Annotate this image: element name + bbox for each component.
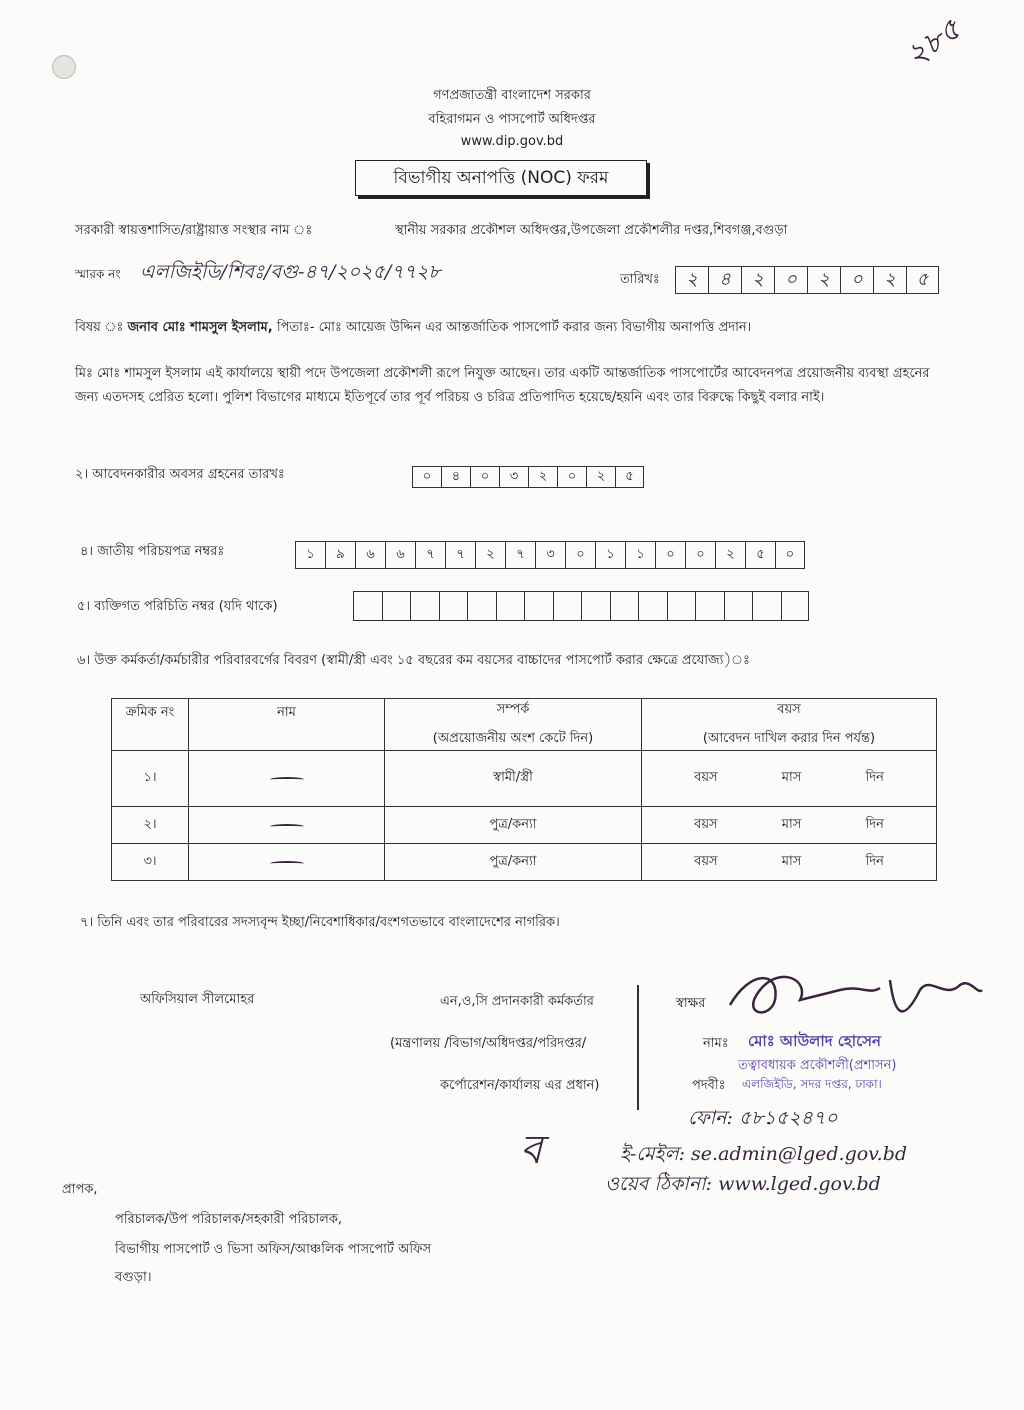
row-age xyxy=(642,844,937,881)
date-digit-box: ২ xyxy=(741,266,774,294)
retirement-date-boxes xyxy=(412,466,644,488)
retirement-digit-box: ০ xyxy=(412,466,441,488)
designation-label: পদবীঃ xyxy=(692,1078,726,1093)
date-digit-box: ২ xyxy=(675,266,708,294)
nid-boxes xyxy=(295,541,805,569)
subject xyxy=(75,318,751,339)
date-digit-box: ০ xyxy=(774,266,807,294)
signature xyxy=(720,960,990,1030)
date-digit-box: ৪ xyxy=(708,266,741,294)
header-line2: বহিরাগমন ও পাসপোর্ট অধিদপ্তর xyxy=(428,112,596,127)
memo-value: এলজিইডি/শিবঃ/বগু-৪৭/২০২৫/৭৭২৮ xyxy=(140,261,441,283)
recipient-line2: বিভাগীয় পাসপোর্ট ও ভিসা অফিস/আঞ্চলিক পাসপোর্ট অফিস xyxy=(115,1242,432,1257)
item4-label: ৪। জাতীয় পরিচয়পত্র নম্বরঃ xyxy=(80,544,225,559)
retirement-digit-box: ৩ xyxy=(499,466,528,488)
sign-label: স্বাক্ষর xyxy=(676,996,706,1011)
nid-digit-box: ৯ xyxy=(325,541,355,569)
personal-id-box xyxy=(610,591,639,621)
recipient-label: প্রাপক, xyxy=(62,1182,98,1197)
personal-id-box xyxy=(638,591,667,621)
punch-hole xyxy=(52,55,76,79)
row-serial: ১। xyxy=(112,751,189,807)
table-row xyxy=(112,751,937,807)
nid-digit-box: ০ xyxy=(685,541,715,569)
header-age-sub: (আবেদন দাখিল করার দিন পর্যন্ত) xyxy=(702,730,876,746)
web: ওয়েব ঠিকানা: www.lged.gov.bd xyxy=(605,1173,881,1195)
personal-id-box xyxy=(353,591,382,621)
personal-id-box xyxy=(667,591,696,621)
blank-dash xyxy=(270,824,304,829)
family-table xyxy=(111,698,937,881)
designation-2: এলজিইডি, সদর দপ্তর, ঢাকা। xyxy=(742,1077,882,1091)
date-digit-box: ২ xyxy=(873,266,906,294)
name-value: মোঃ আউলাদ হোসেন xyxy=(748,1032,881,1050)
email: ই-মেইল: se.admin@lged.gov.bd xyxy=(620,1143,908,1165)
header-relation-title: সম্পর্ক xyxy=(496,701,530,717)
row-name xyxy=(189,807,385,844)
row-name xyxy=(189,844,385,881)
personal-id-box xyxy=(553,591,582,621)
subject-label: বিষয় ঃ xyxy=(75,320,124,335)
recipient-line1: পরিচালক/উপ পরিচালক/সহকারী পরিচালক, xyxy=(115,1212,343,1227)
row-relation: স্বামী/স্ত্রী xyxy=(385,751,642,807)
row-age xyxy=(642,807,937,844)
official-seal: অফিসিয়াল সীলমোহর xyxy=(140,992,255,1007)
noc-officer-3: কর্পোরেশন/কার্যালয় এর প্রধান) xyxy=(440,1078,600,1093)
retirement-digit-box: ২ xyxy=(528,466,557,488)
phone: ফোন: ৫৮১৫২৪৭০ xyxy=(688,1107,838,1129)
retirement-digit-box: ২ xyxy=(586,466,615,488)
nid-digit-box: ৬ xyxy=(355,541,385,569)
retirement-digit-box: ৫ xyxy=(615,466,644,488)
table-row xyxy=(112,844,937,881)
nid-digit-box: ১ xyxy=(625,541,655,569)
personal-id-box xyxy=(781,591,810,621)
header-relation xyxy=(385,699,642,751)
memo-date-boxes xyxy=(675,266,939,294)
row-serial: ২। xyxy=(112,807,189,844)
age-months: মাস xyxy=(781,770,802,785)
age-days: দিন xyxy=(865,816,884,832)
age-years: বয়স xyxy=(694,770,718,785)
personal-id-box xyxy=(439,591,468,621)
nid-digit-box: ১ xyxy=(295,541,325,569)
nid-digit-box: ০ xyxy=(775,541,805,569)
nid-digit-box: ৫ xyxy=(745,541,775,569)
noc-officer-2: (মন্ত্রণালয় /বিভাগ/অধিদপ্তর/পরিদপ্তর/ xyxy=(390,1036,587,1051)
age-months: মাস xyxy=(781,816,802,832)
initials: ব xyxy=(520,1127,543,1173)
retirement-digit-box: ০ xyxy=(557,466,586,488)
nid-digit-box: ০ xyxy=(565,541,595,569)
header-age-title: বয়স xyxy=(777,701,801,717)
retirement-digit-box: ৪ xyxy=(441,466,470,488)
header-website: www.dip.gov.bd xyxy=(460,134,564,149)
item6-label: ৬। উক্ত কর্মকর্তা/কর্মচারীর পরিবারবর্গের বিবরণ (স্বামী/স্ত্রী এবং ১৫ বছরের কম বয়সের বাচ্চাদের পাসপোর্ট করার ক্ষেত্রে প্রযোজ্য)ঃ xyxy=(77,653,750,668)
nid-digit-box: ৭ xyxy=(505,541,535,569)
nid-digit-box: ২ xyxy=(715,541,745,569)
date-digit-box: ০ xyxy=(840,266,873,294)
personal-id-boxes xyxy=(353,591,809,621)
subject-rest: পিতাঃ- মোঃ আয়েজ উদ্দিন এর আন্তর্জাতিক পাসপোর্ট করার জন্য বিভাগীয় অনাপত্তি প্রদান। xyxy=(276,320,752,335)
item5-label: ৫। ব্যক্তিগত পরিচিতি নম্বর (যদি থাকে) xyxy=(77,599,278,614)
noc-officer-1: এন,ও,সি প্রদানকারী কর্মকর্তার xyxy=(440,994,594,1009)
blank-dash xyxy=(270,861,304,866)
date-label: তারিখঃ xyxy=(620,272,660,287)
personal-id-box xyxy=(524,591,553,621)
item7-label: ৭। তিনি এবং তার পরিবারের সদস্যবৃন্দ ইচ্ছা/নিবেশাধিকার/বংশগতভাবে বাংলাদেশের নাগরিক। xyxy=(80,915,560,930)
age-days: দিন xyxy=(865,770,884,785)
header-name: নাম xyxy=(189,699,385,751)
recipient-line3: বগুড়া। xyxy=(115,1270,152,1285)
row-serial: ৩। xyxy=(112,844,189,881)
date-digit-box: ২ xyxy=(807,266,840,294)
nid-digit-box: ০ xyxy=(655,541,685,569)
nid-digit-box: ৩ xyxy=(535,541,565,569)
date-digit-box: ৫ xyxy=(906,266,939,294)
nid-digit-box: ২ xyxy=(475,541,505,569)
designation-1: তত্বাবধায়ক প্রকৌশলী(প্রশাসন) xyxy=(738,1058,897,1073)
personal-id-box xyxy=(467,591,496,621)
org-label: সরকারী স্বায়ত্তশাসিত/রাষ্ট্রায়াত্ত সংস্থার নাম ঃ xyxy=(75,223,313,238)
body-paragraph: মিঃ মোঃ শামসুল ইসলাম এই কার্যালয়ে স্থায়ী পদে উপজেলা প্রকৌশলী রূপে নিযুক্ত আছেন। তার একটি আন্তর্জাতিক পাসপোর্টের আবেদনপত্র প্রয়োজনীয় ব্যবস্থা গ্রহনের জন্য এতদসহ প্রেরিত হলো। পুলিশ বিভাগের মাধ্যমে ইতিপূর্বে তার পূর্ব পরিচয় ও চরিত্র প্রতিপাদিত হয়েছে/হয়নি এবং তার বিরুদ্ধে কিছুই বলার নাই। xyxy=(75,366,930,405)
row-relation: পুত্র/কন্যা xyxy=(385,807,642,844)
org-value: স্থানীয় সরকার প্রকৌশল অধিদপ্তর,উপজেলা প্রকৌশলীর দপ্তর,শিবগঞ্জ,বগুড়া xyxy=(395,223,788,238)
personal-id-box xyxy=(752,591,781,621)
form-title: বিভাগীয় অনাপত্তি (NOC) ফরম xyxy=(355,160,647,196)
table-row xyxy=(112,807,937,844)
retirement-digit-box: ০ xyxy=(470,466,499,488)
header-line1: গণপ্রজাতন্ত্রী বাংলাদেশ সরকার xyxy=(433,88,591,103)
age-months: মাস xyxy=(781,853,802,869)
header-relation-sub: (অপ্রয়োজনীয় অংশ কেটে দিন) xyxy=(432,730,594,746)
footer-divider xyxy=(637,985,639,1110)
personal-id-box xyxy=(496,591,525,621)
nid-digit-box: ৭ xyxy=(415,541,445,569)
personal-id-box xyxy=(581,591,610,621)
personal-id-box xyxy=(724,591,753,621)
header-age xyxy=(642,699,937,751)
row-name xyxy=(189,751,385,807)
nid-digit-box: ১ xyxy=(595,541,625,569)
header-serial: ক্রমিক নং xyxy=(112,699,189,751)
item2-label: ২। আবেদনকারীর অবসর গ্রহনের তারখঃ xyxy=(75,467,285,482)
subject-name: জনাব মোঃ শামসুল ইসলাম, xyxy=(127,320,273,335)
corner-note: ২৮৫ xyxy=(899,11,968,74)
row-relation: পুত্র/কন্যা xyxy=(385,844,642,881)
age-years: বয়স xyxy=(694,853,718,869)
name-label: নামঃ xyxy=(703,1036,729,1051)
age-days: দিন xyxy=(865,853,884,869)
age-years: বয়স xyxy=(694,816,718,832)
nid-digit-box: ৬ xyxy=(385,541,415,569)
personal-id-box xyxy=(410,591,439,621)
blank-dash xyxy=(270,777,304,782)
personal-id-box xyxy=(382,591,411,621)
row-age xyxy=(642,751,937,807)
memo-label: স্মারক নং xyxy=(75,267,121,281)
personal-id-box xyxy=(695,591,724,621)
nid-digit-box: ৭ xyxy=(445,541,475,569)
